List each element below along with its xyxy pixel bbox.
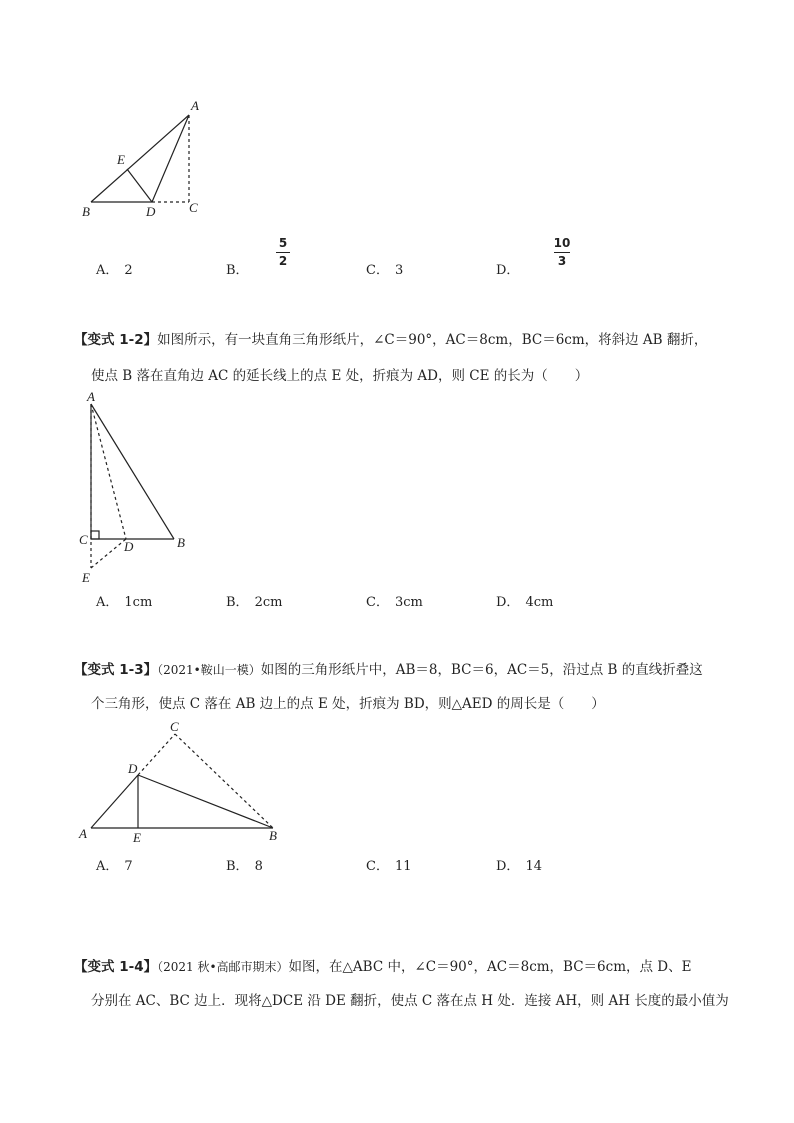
segment-db [138, 775, 273, 828]
question-1-4-line1: 【变式 1-4】（2021 秋•高邮市期末）如图，在△ABC 中，∠C＝90°，AC＝8cm，BC＝6cm，点 D、E [74, 959, 692, 975]
label-d: D [124, 539, 134, 554]
label-e: E [82, 570, 90, 585]
segment-cb-dashed [175, 734, 273, 828]
option-d-q13[interactable]: D． 14 [496, 859, 542, 874]
label-e: E [133, 830, 141, 845]
label-b: B [82, 204, 90, 219]
label-b: B [269, 828, 277, 843]
option-d-q12[interactable]: D． 4cm [496, 595, 554, 610]
label-c: C [189, 200, 198, 215]
label-d: D [146, 204, 156, 219]
option-d-q0[interactable]: D． [496, 263, 520, 278]
segment-ad [91, 775, 138, 828]
option-a-q12[interactable]: A． 1cm [96, 595, 153, 610]
question-1-2-line1: 【变式 1-2】如图所示，有一块直角三角形纸片，∠C＝90°，AC＝8cm，BC＝6cm，将斜边 AB 翻折， [74, 332, 708, 348]
question-1-4-line2: 分别在 AC、BC 边上．现将△DCE 沿 DE 翻折，使点 C 落在点 H 处．连接 AH，则 AH 长度的最小值为 [91, 993, 729, 1009]
option-c-q12[interactable]: C． 3cm [366, 595, 423, 610]
option-b-q0[interactable]: B． [226, 263, 249, 278]
option-a-q13[interactable]: A． 7 [96, 859, 133, 874]
label-c: C [170, 719, 179, 734]
option-c-q13[interactable]: C． 11 [366, 859, 412, 874]
option-b-q13[interactable]: B． 8 [226, 859, 263, 874]
option-b-q12[interactable]: B． 2cm [226, 595, 283, 610]
option-a-q0[interactable]: A． 2 [96, 263, 133, 278]
segment-dc-dashed [138, 734, 175, 775]
question-1-3-line2: 个三角形，使点 C 落在 AB 边上的点 E 处，折痕为 BD，则△AED 的周长是（ ） [91, 696, 605, 712]
fraction-ten-thirds: 10 3 [553, 236, 571, 268]
label-a: A [79, 826, 87, 841]
question-1-2-line2: 使点 B 落在直角边 AC 的延长线上的点 E 处，折痕为 AD，则 CE 的长为（ ） [91, 368, 589, 384]
label-e: E [117, 152, 125, 167]
fraction-five-halves: 5 2 [272, 236, 294, 269]
label-b: B [177, 535, 185, 550]
label-c: C [79, 532, 88, 547]
question-1-3-line1: 【变式 1-3】（2021•鞍山一模）如图的三角形纸片中，AB＝8，BC＝6，AC＝5，沿过点 B 的直线折叠这 [74, 662, 703, 678]
label-a: A [87, 389, 95, 404]
label-a: A [191, 98, 199, 113]
label-d: D [128, 761, 138, 776]
option-c-q0[interactable]: C． 3 [366, 263, 404, 278]
